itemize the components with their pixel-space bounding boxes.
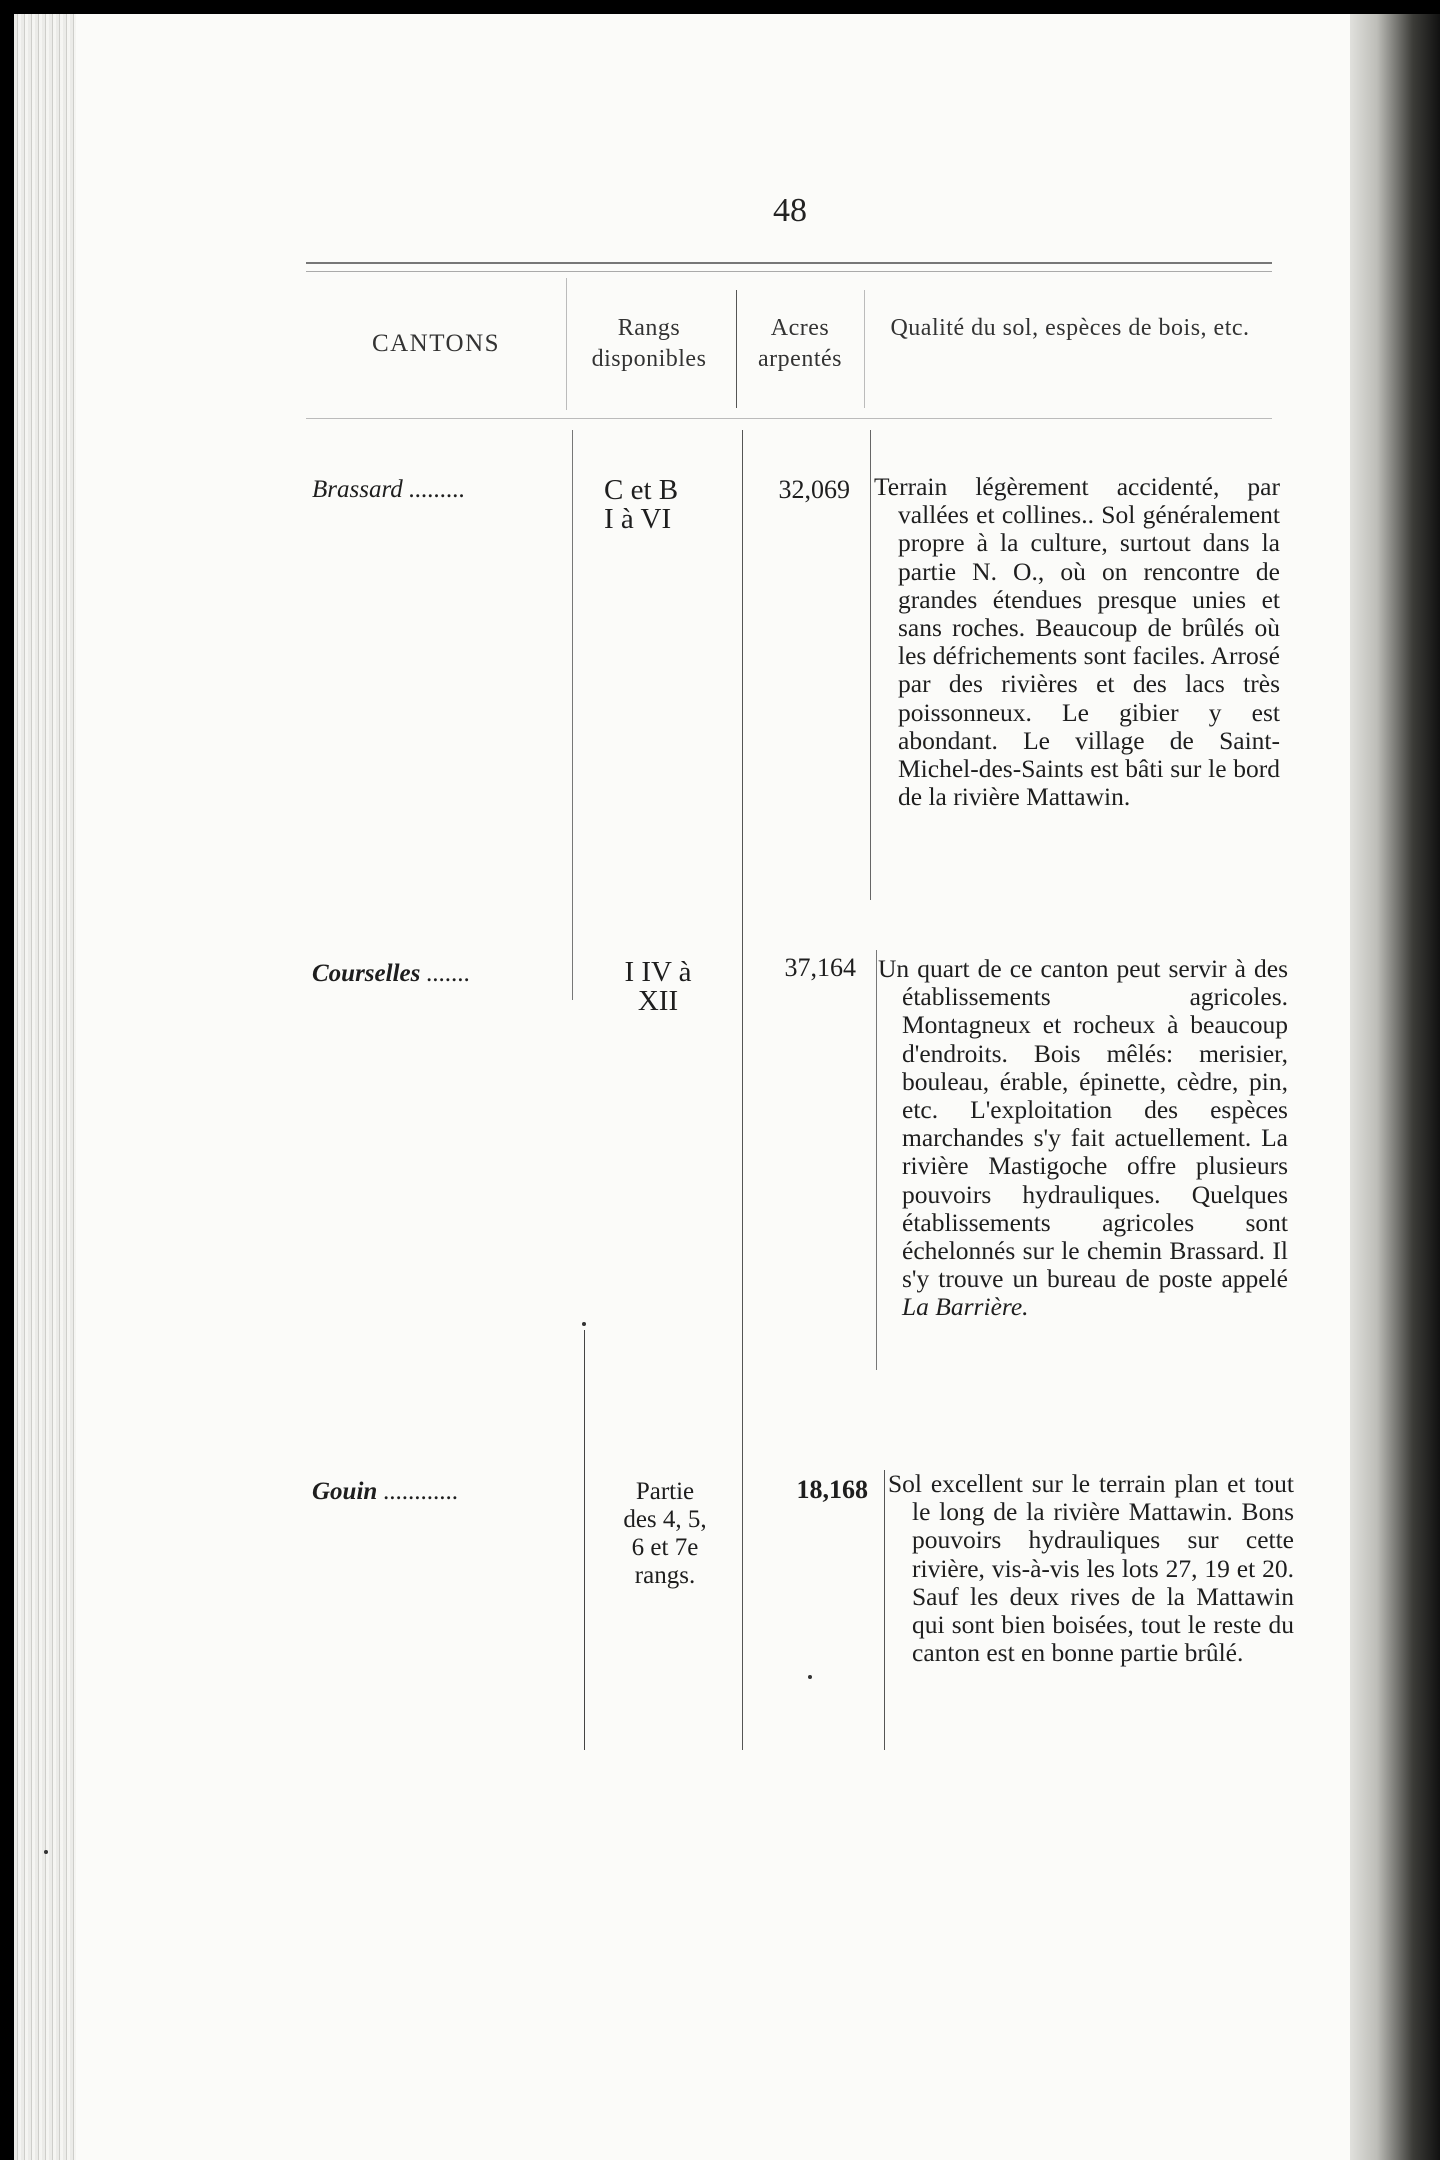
header-qualite: Qualité du sol, espèces de bois, etc. xyxy=(890,315,1250,341)
ink-speck xyxy=(44,1850,48,1854)
column-divider-acres-left xyxy=(742,430,743,1750)
acres-brassard: 32,069 xyxy=(778,475,850,504)
canton-name: Courselles xyxy=(312,960,421,987)
header-divider-2 xyxy=(736,290,737,408)
acres-courselles: 37,164 xyxy=(784,953,856,982)
header-rangs: Rangs disponibles xyxy=(591,315,707,372)
header-cantons: CANTONS xyxy=(371,330,501,357)
column-divider-desc-left xyxy=(870,430,871,900)
page-edges xyxy=(14,14,76,2160)
header-divider-3 xyxy=(864,290,865,408)
top-rule xyxy=(306,262,1272,264)
column-divider-desc-left-2 xyxy=(876,950,877,1370)
dot-leader: ......... xyxy=(402,476,466,503)
page-number: 48 xyxy=(773,192,807,229)
header-divider-1 xyxy=(566,278,567,410)
ink-speck xyxy=(808,1675,812,1679)
ink-speck xyxy=(582,1322,586,1326)
description-gouin: Sol excellent sur le terrain plan et tout le long de la rivière Mattawin. Bons pouvoirs hydrauliques sur cette rivière, vis-à-vis les lots 27, 19 et 20. Sauf les deux rives de la Mattawin qui sont bien boisées, tout le reste du canton est en bonne partie brûlé. xyxy=(888,1469,1294,1668)
canton-gouin xyxy=(312,1478,459,1506)
dot-leader: ............ xyxy=(377,1478,459,1505)
description-courselles xyxy=(878,955,1288,1322)
column-divider-rangs-left-2 xyxy=(584,1330,585,1750)
canton-brassard xyxy=(312,476,465,504)
canton-courselles xyxy=(312,960,470,988)
description-text: Un quart de ce canton peut servir à des établissements agricoles. Montagneux et rocheux à beaucoup d'endroits. Bois mêlés: merisier, bouleau, érable, épinette, cèdre, pin, etc. L'exploitation des espèces marchandes s'y fait actuellement. La rivière Mastigoche offre plusieurs pouvoirs hydrauliques. Quelques établissements agricoles sont échelonnés sur le chemin Brassard. Il s'y trouve un bureau de poste appelé xyxy=(878,954,1288,1294)
column-divider-desc-left-3 xyxy=(884,1470,885,1750)
header-acres: Acres arpentés xyxy=(758,315,842,372)
column-divider-rangs-left xyxy=(572,430,573,1000)
canton-name: Brassard xyxy=(312,476,403,503)
post-office-name: La Barrière. xyxy=(902,1292,1029,1322)
book-gutter xyxy=(1350,14,1440,2160)
rangs-gouin: Partie des 4, 5, 6 et 7e rangs. xyxy=(623,1478,707,1589)
acres-gouin: 18,168 xyxy=(796,1475,868,1504)
description-brassard: Terrain légèrement accidenté, par vallées et collines.. Sol généralement propre à la culture, surtout dans la partie N. O., où on rencontre de grandes étendues presque unies et sans roches. Beaucoup de brûlés où les défrichements sont faciles. Arrosé par des rivières et des lacs très poissonneux. Le gibier y est abondant. Le village de Saint-Michel-des-Saints est bâti sur le bord de la rivière Mattawin. xyxy=(874,472,1280,812)
dot-leader: ....... xyxy=(420,960,471,987)
rangs-brassard: C et B I à VI xyxy=(604,474,679,535)
top-rule-thin xyxy=(306,271,1272,272)
header-rule xyxy=(306,418,1272,419)
rangs-courselles: I IV à XII xyxy=(624,956,692,1017)
canton-name: Gouin xyxy=(312,1478,378,1505)
